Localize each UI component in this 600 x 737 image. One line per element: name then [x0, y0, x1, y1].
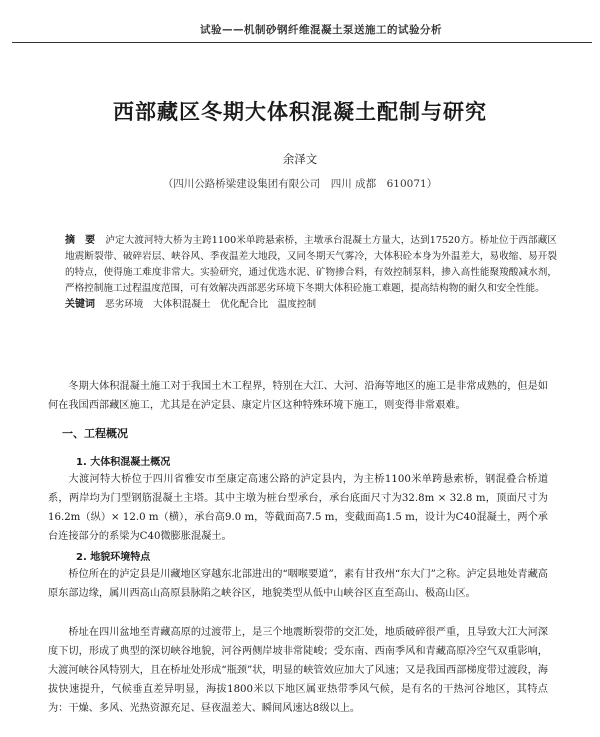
abstract-text: 泸定大渡河特大桥为主跨1100米单跨悬索桥，主墩承台混凝土方量大，达到17520方。桥址位于西部藏区地震断裂带、破碎岩层、峡谷风、季夜温差大地段，又同冬期天气雾冷，大体积砼本身为外温差大，易收缩、易开裂的特点，使得施工难度非常大。实验研究，通过优选水泥、矿物掺合料，有效控制泵料，掺入高性能聚羧酸减水剂，严格控制施工过程温度范围，可有效解决西部恶劣环境下冬期大体积砼施工难题，提高结构物的耐久和安全性能。 — [65, 235, 558, 294]
body-paragraph: 桥址在四川盆地至青藏高原的过渡带上，是三个地震断裂带的交汇处，地质破碎很严重，且导致大江大河深度下切，形成了典型的深切峡谷地貌，河谷两侧岸坡非常陡峻；受东南、西南季风和青藏高原冷空气双重影响，大渡河峡谷风特别大，且在桥址处形成“瓶颈”状，明显的峡管效应加大了风速；又是我国西部梯度带过渡段，海拔快速提升，气候垂直差异明显，海拔1800米以下地区属亚热带季风气候，是有名的干热河谷地区，其特点为：干燥、多风、光热资源充足、昼夜温差大、瞬间风速达8级以上。 — [48, 627, 548, 714]
abstract-label: 摘 要 — [65, 235, 96, 246]
keywords-label: 关键词 — [65, 299, 95, 310]
intro-paragraph: 冬期大体积混凝土施工对于我国土木工程界，特别在大江、大河、沿海等地区的施工是非常成熟的，但是如何在我国西部藏区施工，尤其是在泸定县、康定片区这种特殊环境下施工，则变得非常艰难。 — [48, 381, 548, 411]
subsection-heading: 2. 地貌环境特点 — [76, 552, 151, 563]
subsection-heading: 1. 大体积混凝土概况 — [76, 457, 171, 468]
paper-title: 西部藏区冬期大体积混凝土配制与研究 — [113, 100, 487, 124]
running-header: 试验——机制砂钢纤维混凝土泵送施工的试验分析 — [200, 24, 442, 36]
section-heading: 一、工程概况 — [62, 427, 128, 440]
body-paragraph: 桥位所在的泸定县是川藏地区穿越东北部进出的“咽喉要道”，素有甘孜州“东大门”之称。泸定县地处青藏高原东部边缘，属川西高山高原县脉陷之峡谷区，地貌类型从低中山峡谷区直至高山、极高山区。 — [48, 569, 548, 599]
author: 余泽文 — [282, 152, 318, 166]
abstract-block — [65, 233, 557, 313]
body-paragraph: 大渡河特大桥位于四川省雅安市至康定高速公路的泸定县内，为主桥1100米单跨悬索桥，钢混叠合桥道系，两岸均为门型钢筋混凝土主塔。其中主墩为桩台型承台，承台底面尺寸为32.8m × 32.8 m，顶面尺寸为16.2m（纵）× 12.0 m（横），承台高9.0 m，等截面高7.5 m，变截面高1.5 m，设计为C40混凝土，两个承台连接部分的系梁为C40微膨胀混凝土。 — [48, 474, 548, 542]
header-rule — [12, 42, 592, 43]
keywords-text: 恶劣环境 大体积混凝土 优化配合比 温度控制 — [105, 299, 317, 310]
keywords-line — [65, 297, 557, 313]
affiliation: （四川公路桥梁建设集团有限公司 四川 成都 610071） — [162, 178, 438, 190]
abstract-paragraph — [65, 233, 557, 297]
